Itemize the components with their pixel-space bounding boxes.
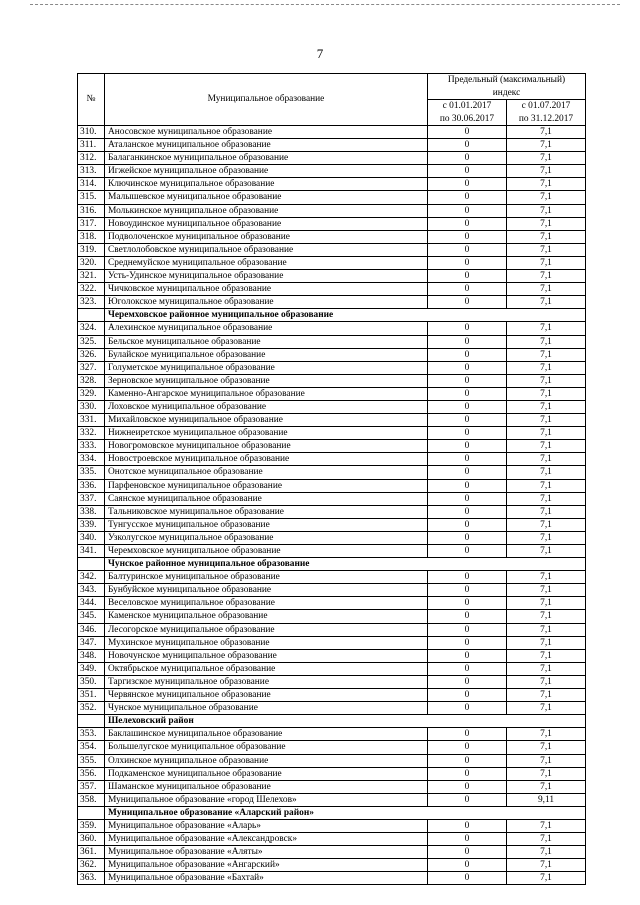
municipality-name: Юголокское муниципальное образование [105, 296, 428, 309]
municipality-name: Веселовское муниципальное образование [105, 597, 428, 610]
index-period-1: 0 [428, 126, 507, 139]
municipality-name: Лесогорское муниципальное образование [105, 623, 428, 636]
index-period-1: 0 [428, 859, 507, 872]
index-period-2: 7,1 [507, 531, 586, 544]
index-period-2: 7,1 [507, 649, 586, 662]
table-row [78, 531, 586, 544]
index-period-2: 7,1 [507, 584, 586, 597]
table-row [78, 217, 586, 230]
index-period-2: 7,1 [507, 754, 586, 767]
table-row [78, 741, 586, 754]
index-period-1: 0 [428, 191, 507, 204]
index-period-1: 0 [428, 414, 507, 427]
index-period-2: 7,1 [507, 322, 586, 335]
row-number: 315. [78, 191, 105, 204]
index-period-1: 0 [428, 675, 507, 688]
header-period-1-from: с 01.01.2017 [442, 101, 492, 112]
table-row [78, 872, 586, 885]
header-period-1 [428, 100, 507, 126]
index-period-2: 7,1 [507, 296, 586, 309]
row-number: 311. [78, 139, 105, 152]
table-row [78, 623, 586, 636]
municipality-name: Лоховское муниципальное образование [105, 400, 428, 413]
group-name: Черемховское районное муниципальное образование [105, 309, 586, 322]
index-period-2: 7,1 [507, 152, 586, 165]
index-period-2: 7,1 [507, 217, 586, 230]
municipality-name: Балаганкинское муниципальное образование [105, 152, 428, 165]
index-period-2: 7,1 [507, 859, 586, 872]
index-period-2: 7,1 [507, 165, 586, 178]
index-period-1: 0 [428, 492, 507, 505]
row-number: 318. [78, 230, 105, 243]
municipality-name: Нижнеиретское муниципальное образование [105, 427, 428, 440]
group-row [78, 309, 586, 322]
row-number: 350. [78, 675, 105, 688]
index-period-1: 0 [428, 754, 507, 767]
table-row [78, 662, 586, 675]
index-period-2: 7,1 [507, 872, 586, 885]
municipality-name: Подволоченское муниципальное образование [105, 230, 428, 243]
municipality-name: Малышевское муниципальное образование [105, 191, 428, 204]
row-number: 358. [78, 793, 105, 806]
index-period-1: 0 [428, 466, 507, 479]
index-period-2: 7,1 [507, 466, 586, 479]
index-period-2: 7,1 [507, 741, 586, 754]
municipality-name: Аталанское муниципальное образование [105, 139, 428, 152]
index-period-1: 0 [428, 400, 507, 413]
row-number: 319. [78, 243, 105, 256]
municipality-name: Подкаменское муниципальное образование [105, 767, 428, 780]
group-row [78, 558, 586, 571]
row-number: 332. [78, 427, 105, 440]
table-row [78, 767, 586, 780]
row-number: 334. [78, 453, 105, 466]
municipality-name: Тальниковское муниципальное образование [105, 505, 428, 518]
municipality-name: Бунбуйское муниципальное образование [105, 584, 428, 597]
index-period-2: 7,1 [507, 623, 586, 636]
table-row [78, 649, 586, 662]
index-period-1: 0 [428, 636, 507, 649]
row-number: 324. [78, 322, 105, 335]
row-number: 340. [78, 531, 105, 544]
index-period-1: 0 [428, 518, 507, 531]
table-row [78, 702, 586, 715]
row-number: 354. [78, 741, 105, 754]
municipality-name: Узколугское муниципальное образование [105, 531, 428, 544]
municipality-name: Михайловское муниципальное образование [105, 414, 428, 427]
header-municipality: Муниципальное образование [105, 74, 428, 126]
index-period-1: 0 [428, 204, 507, 217]
municipality-name: Большелугское муниципальное образование [105, 741, 428, 754]
row-number: 321. [78, 270, 105, 283]
index-period-1: 0 [428, 584, 507, 597]
row-number: 359. [78, 819, 105, 832]
table-row [78, 479, 586, 492]
municipality-name: Чунское муниципальное образование [105, 702, 428, 715]
row-number: 313. [78, 165, 105, 178]
table-row [78, 675, 586, 688]
municipality-name: Мухинское муниципальное образование [105, 636, 428, 649]
table-row [78, 178, 586, 191]
index-period-2: 7,1 [507, 545, 586, 558]
table-row [78, 492, 586, 505]
index-period-2: 7,1 [507, 139, 586, 152]
municipality-name: Каменно-Ангарское муниципальное образование [105, 387, 428, 400]
row-number: 316. [78, 204, 105, 217]
table-row [78, 545, 586, 558]
index-period-1: 0 [428, 793, 507, 806]
municipality-name: Муниципальное образование «город Шелехов» [105, 793, 428, 806]
group-name: Шелеховский район [105, 715, 586, 728]
row-number: 345. [78, 610, 105, 623]
index-period-1: 0 [428, 374, 507, 387]
index-period-2: 7,1 [507, 662, 586, 675]
index-period-1: 0 [428, 505, 507, 518]
municipality-name: Новоудинское муниципальное образование [105, 217, 428, 230]
row-number: 325. [78, 335, 105, 348]
table-row [78, 387, 586, 400]
index-period-2: 7,1 [507, 846, 586, 859]
table-row [78, 780, 586, 793]
index-period-2: 7,1 [507, 597, 586, 610]
group-name: Чунское районное муниципальное образование [105, 558, 586, 571]
municipality-name: Муниципальное образование «Бахтай» [105, 872, 428, 885]
municipality-name: Зерновское муниципальное образование [105, 374, 428, 387]
table-header-row [78, 74, 586, 100]
table-row [78, 440, 586, 453]
row-number: 355. [78, 754, 105, 767]
index-period-2: 7,1 [507, 243, 586, 256]
page-number: 7 [316, 46, 324, 61]
table-row [78, 859, 586, 872]
index-period-1: 0 [428, 571, 507, 584]
municipality-name: Саянское муниципальное образование [105, 492, 428, 505]
municipality-name: Черемховское муниципальное образование [105, 545, 428, 558]
row-number: 327. [78, 361, 105, 374]
municipality-name: Парфеновское муниципальное образование [105, 479, 428, 492]
table-row [78, 689, 586, 702]
row-number: 353. [78, 728, 105, 741]
municipality-name: Усть-Удинское муниципальное образование [105, 270, 428, 283]
index-period-1: 0 [428, 649, 507, 662]
row-number: 329. [78, 387, 105, 400]
index-period-2: 7,1 [507, 126, 586, 139]
row-number: 322. [78, 283, 105, 296]
index-period-1: 0 [428, 230, 507, 243]
index-period-1: 0 [428, 270, 507, 283]
index-period-1: 0 [428, 165, 507, 178]
table-row [78, 427, 586, 440]
group-num-cell [78, 806, 105, 819]
table-row [78, 191, 586, 204]
index-period-2: 7,1 [507, 571, 586, 584]
group-row [78, 806, 586, 819]
index-period-2: 7,1 [507, 702, 586, 715]
index-period-1: 0 [428, 453, 507, 466]
table-row [78, 270, 586, 283]
index-period-2: 7,1 [507, 728, 586, 741]
table-row [78, 165, 586, 178]
table-row [78, 139, 586, 152]
index-period-1: 0 [428, 689, 507, 702]
index-period-2: 7,1 [507, 767, 586, 780]
index-period-1: 0 [428, 178, 507, 191]
row-number: 320. [78, 256, 105, 269]
index-period-2: 7,1 [507, 427, 586, 440]
header-index-line2: индекс [492, 87, 521, 98]
index-period-1: 0 [428, 322, 507, 335]
header-period-2 [507, 100, 586, 126]
table-row [78, 793, 586, 806]
table-row [78, 243, 586, 256]
group-row [78, 715, 586, 728]
index-period-2: 7,1 [507, 833, 586, 846]
index-period-1: 0 [428, 361, 507, 374]
row-number: 338. [78, 505, 105, 518]
header-index-line1: Предельный (максимальный) [447, 75, 566, 86]
index-period-1: 0 [428, 152, 507, 165]
row-number: 330. [78, 400, 105, 413]
municipality-name: Новостроевское муниципальное образование [105, 453, 428, 466]
municipality-name: Онотское муниципальное образование [105, 466, 428, 479]
index-period-2: 9,11 [507, 793, 586, 806]
index-period-1: 0 [428, 846, 507, 859]
table-row [78, 466, 586, 479]
row-number: 357. [78, 780, 105, 793]
municipality-name: Булайское муниципальное образование [105, 348, 428, 361]
header-num: № [78, 74, 105, 126]
index-period-2: 7,1 [507, 256, 586, 269]
table-row [78, 819, 586, 832]
index-table [77, 73, 586, 885]
table-row [78, 584, 586, 597]
table-row [78, 283, 586, 296]
municipality-name: Олхинское муниципальное образование [105, 754, 428, 767]
index-period-1: 0 [428, 479, 507, 492]
municipality-name: Шаманское муниципальное образование [105, 780, 428, 793]
index-period-1: 0 [428, 531, 507, 544]
row-number: 336. [78, 479, 105, 492]
table-row [78, 518, 586, 531]
index-period-2: 7,1 [507, 361, 586, 374]
row-number: 310. [78, 126, 105, 139]
municipality-name: Новогромовское муниципальное образование [105, 440, 428, 453]
municipality-name: Балтуринское муниципальное образование [105, 571, 428, 584]
index-period-2: 7,1 [507, 505, 586, 518]
row-number: 323. [78, 296, 105, 309]
index-period-1: 0 [428, 217, 507, 230]
index-period-1: 0 [428, 256, 507, 269]
index-period-1: 0 [428, 545, 507, 558]
index-period-2: 7,1 [507, 348, 586, 361]
municipality-name: Голуметское муниципальное образование [105, 361, 428, 374]
table-row [78, 728, 586, 741]
municipality-name: Алехинское муниципальное образование [105, 322, 428, 335]
municipality-name: Таргизское муниципальное образование [105, 675, 428, 688]
municipality-name: Муниципальное образование «Александровск» [105, 833, 428, 846]
index-period-1: 0 [428, 427, 507, 440]
row-number: 317. [78, 217, 105, 230]
index-period-1: 0 [428, 387, 507, 400]
municipality-name: Игжейское муниципальное образование [105, 165, 428, 178]
index-period-1: 0 [428, 139, 507, 152]
municipality-name: Ключинское муниципальное образование [105, 178, 428, 191]
municipality-name: Светлолобовское муниципальное образование [105, 243, 428, 256]
table-row [78, 505, 586, 518]
header-period-2-to: по 31.12.2017 [518, 113, 574, 124]
table-row [78, 256, 586, 269]
table-row [78, 571, 586, 584]
index-period-1: 0 [428, 728, 507, 741]
index-period-2: 7,1 [507, 819, 586, 832]
municipality-name: Среднемуйское муниципальное образование [105, 256, 428, 269]
row-number: 363. [78, 872, 105, 885]
index-period-1: 0 [428, 348, 507, 361]
index-period-2: 7,1 [507, 335, 586, 348]
row-number: 348. [78, 649, 105, 662]
index-period-1: 0 [428, 296, 507, 309]
row-number: 346. [78, 623, 105, 636]
index-period-1: 0 [428, 610, 507, 623]
index-period-1: 0 [428, 702, 507, 715]
index-period-2: 7,1 [507, 453, 586, 466]
municipality-name: Аносовское муниципальное образование [105, 126, 428, 139]
index-period-1: 0 [428, 597, 507, 610]
index-period-2: 7,1 [507, 204, 586, 217]
index-period-2: 7,1 [507, 400, 586, 413]
table-row [78, 361, 586, 374]
row-number: 331. [78, 414, 105, 427]
table-row [78, 414, 586, 427]
index-period-2: 7,1 [507, 610, 586, 623]
row-number: 360. [78, 833, 105, 846]
header-period-2-from: с 01.07.2017 [521, 101, 571, 112]
municipality-name: Каменское муниципальное образование [105, 610, 428, 623]
table-row [78, 846, 586, 859]
row-number: 314. [78, 178, 105, 191]
municipality-name: Муниципальное образование «Ангарский» [105, 859, 428, 872]
table-row [78, 597, 586, 610]
index-period-2: 7,1 [507, 374, 586, 387]
index-period-1: 0 [428, 440, 507, 453]
index-period-1: 0 [428, 767, 507, 780]
index-period-1: 0 [428, 833, 507, 846]
index-period-2: 7,1 [507, 636, 586, 649]
row-number: 344. [78, 597, 105, 610]
municipality-name: Муниципальное образование «Аларь» [105, 819, 428, 832]
index-period-1: 0 [428, 662, 507, 675]
table-row [78, 348, 586, 361]
row-number: 361. [78, 846, 105, 859]
index-period-2: 7,1 [507, 518, 586, 531]
index-period-2: 7,1 [507, 270, 586, 283]
table-row [78, 296, 586, 309]
index-period-2: 7,1 [507, 780, 586, 793]
row-number: 312. [78, 152, 105, 165]
row-number: 328. [78, 374, 105, 387]
municipality-name: Баклашинское муниципальное образование [105, 728, 428, 741]
index-period-1: 0 [428, 741, 507, 754]
row-number: 337. [78, 492, 105, 505]
table-row [78, 610, 586, 623]
table-row [78, 400, 586, 413]
page-top-edge [30, 4, 620, 5]
table-row [78, 453, 586, 466]
municipality-name: Бельское муниципальное образование [105, 335, 428, 348]
row-number: 352. [78, 702, 105, 715]
index-period-2: 7,1 [507, 440, 586, 453]
table-row [78, 833, 586, 846]
row-number: 343. [78, 584, 105, 597]
table-row [78, 636, 586, 649]
table-row [78, 204, 586, 217]
index-period-2: 7,1 [507, 689, 586, 702]
index-period-2: 7,1 [507, 492, 586, 505]
index-period-2: 7,1 [507, 675, 586, 688]
table-row [78, 126, 586, 139]
row-number: 342. [78, 571, 105, 584]
municipality-name: Октябрьское муниципальное образование [105, 662, 428, 675]
index-period-1: 0 [428, 243, 507, 256]
header-index [428, 74, 586, 100]
index-period-2: 7,1 [507, 283, 586, 296]
municipality-name: Червянское муниципальное образование [105, 689, 428, 702]
index-period-1: 0 [428, 335, 507, 348]
table-row [78, 335, 586, 348]
index-period-1: 0 [428, 623, 507, 636]
index-period-2: 7,1 [507, 178, 586, 191]
table-body [78, 126, 586, 885]
row-number: 349. [78, 662, 105, 675]
municipality-name: Тунгусское муниципальное образование [105, 518, 428, 531]
index-period-1: 0 [428, 819, 507, 832]
municipality-name: Чичковское муниципальное образование [105, 283, 428, 296]
group-num-cell [78, 558, 105, 571]
row-number: 347. [78, 636, 105, 649]
row-number: 335. [78, 466, 105, 479]
index-period-2: 7,1 [507, 191, 586, 204]
row-number: 333. [78, 440, 105, 453]
table-row [78, 152, 586, 165]
table-row [78, 322, 586, 335]
index-period-2: 7,1 [507, 479, 586, 492]
group-name: Муниципальное образование «Аларский район» [105, 806, 586, 819]
index-period-1: 0 [428, 283, 507, 296]
index-period-2: 7,1 [507, 387, 586, 400]
index-period-1: 0 [428, 872, 507, 885]
header-period-1-to: по 30.06.2017 [439, 113, 495, 124]
municipality-name: Молькинское муниципальное образование [105, 204, 428, 217]
row-number: 341. [78, 545, 105, 558]
table-row [78, 374, 586, 387]
row-number: 362. [78, 859, 105, 872]
row-number: 326. [78, 348, 105, 361]
group-num-cell [78, 309, 105, 322]
index-period-2: 7,1 [507, 414, 586, 427]
index-period-2: 7,1 [507, 230, 586, 243]
group-num-cell [78, 715, 105, 728]
row-number: 339. [78, 518, 105, 531]
municipality-name: Муниципальное образование «Аляты» [105, 846, 428, 859]
municipality-name: Новочунское муниципальное образование [105, 649, 428, 662]
row-number: 356. [78, 767, 105, 780]
table-row [78, 230, 586, 243]
row-number: 351. [78, 689, 105, 702]
index-period-1: 0 [428, 780, 507, 793]
table-row [78, 754, 586, 767]
